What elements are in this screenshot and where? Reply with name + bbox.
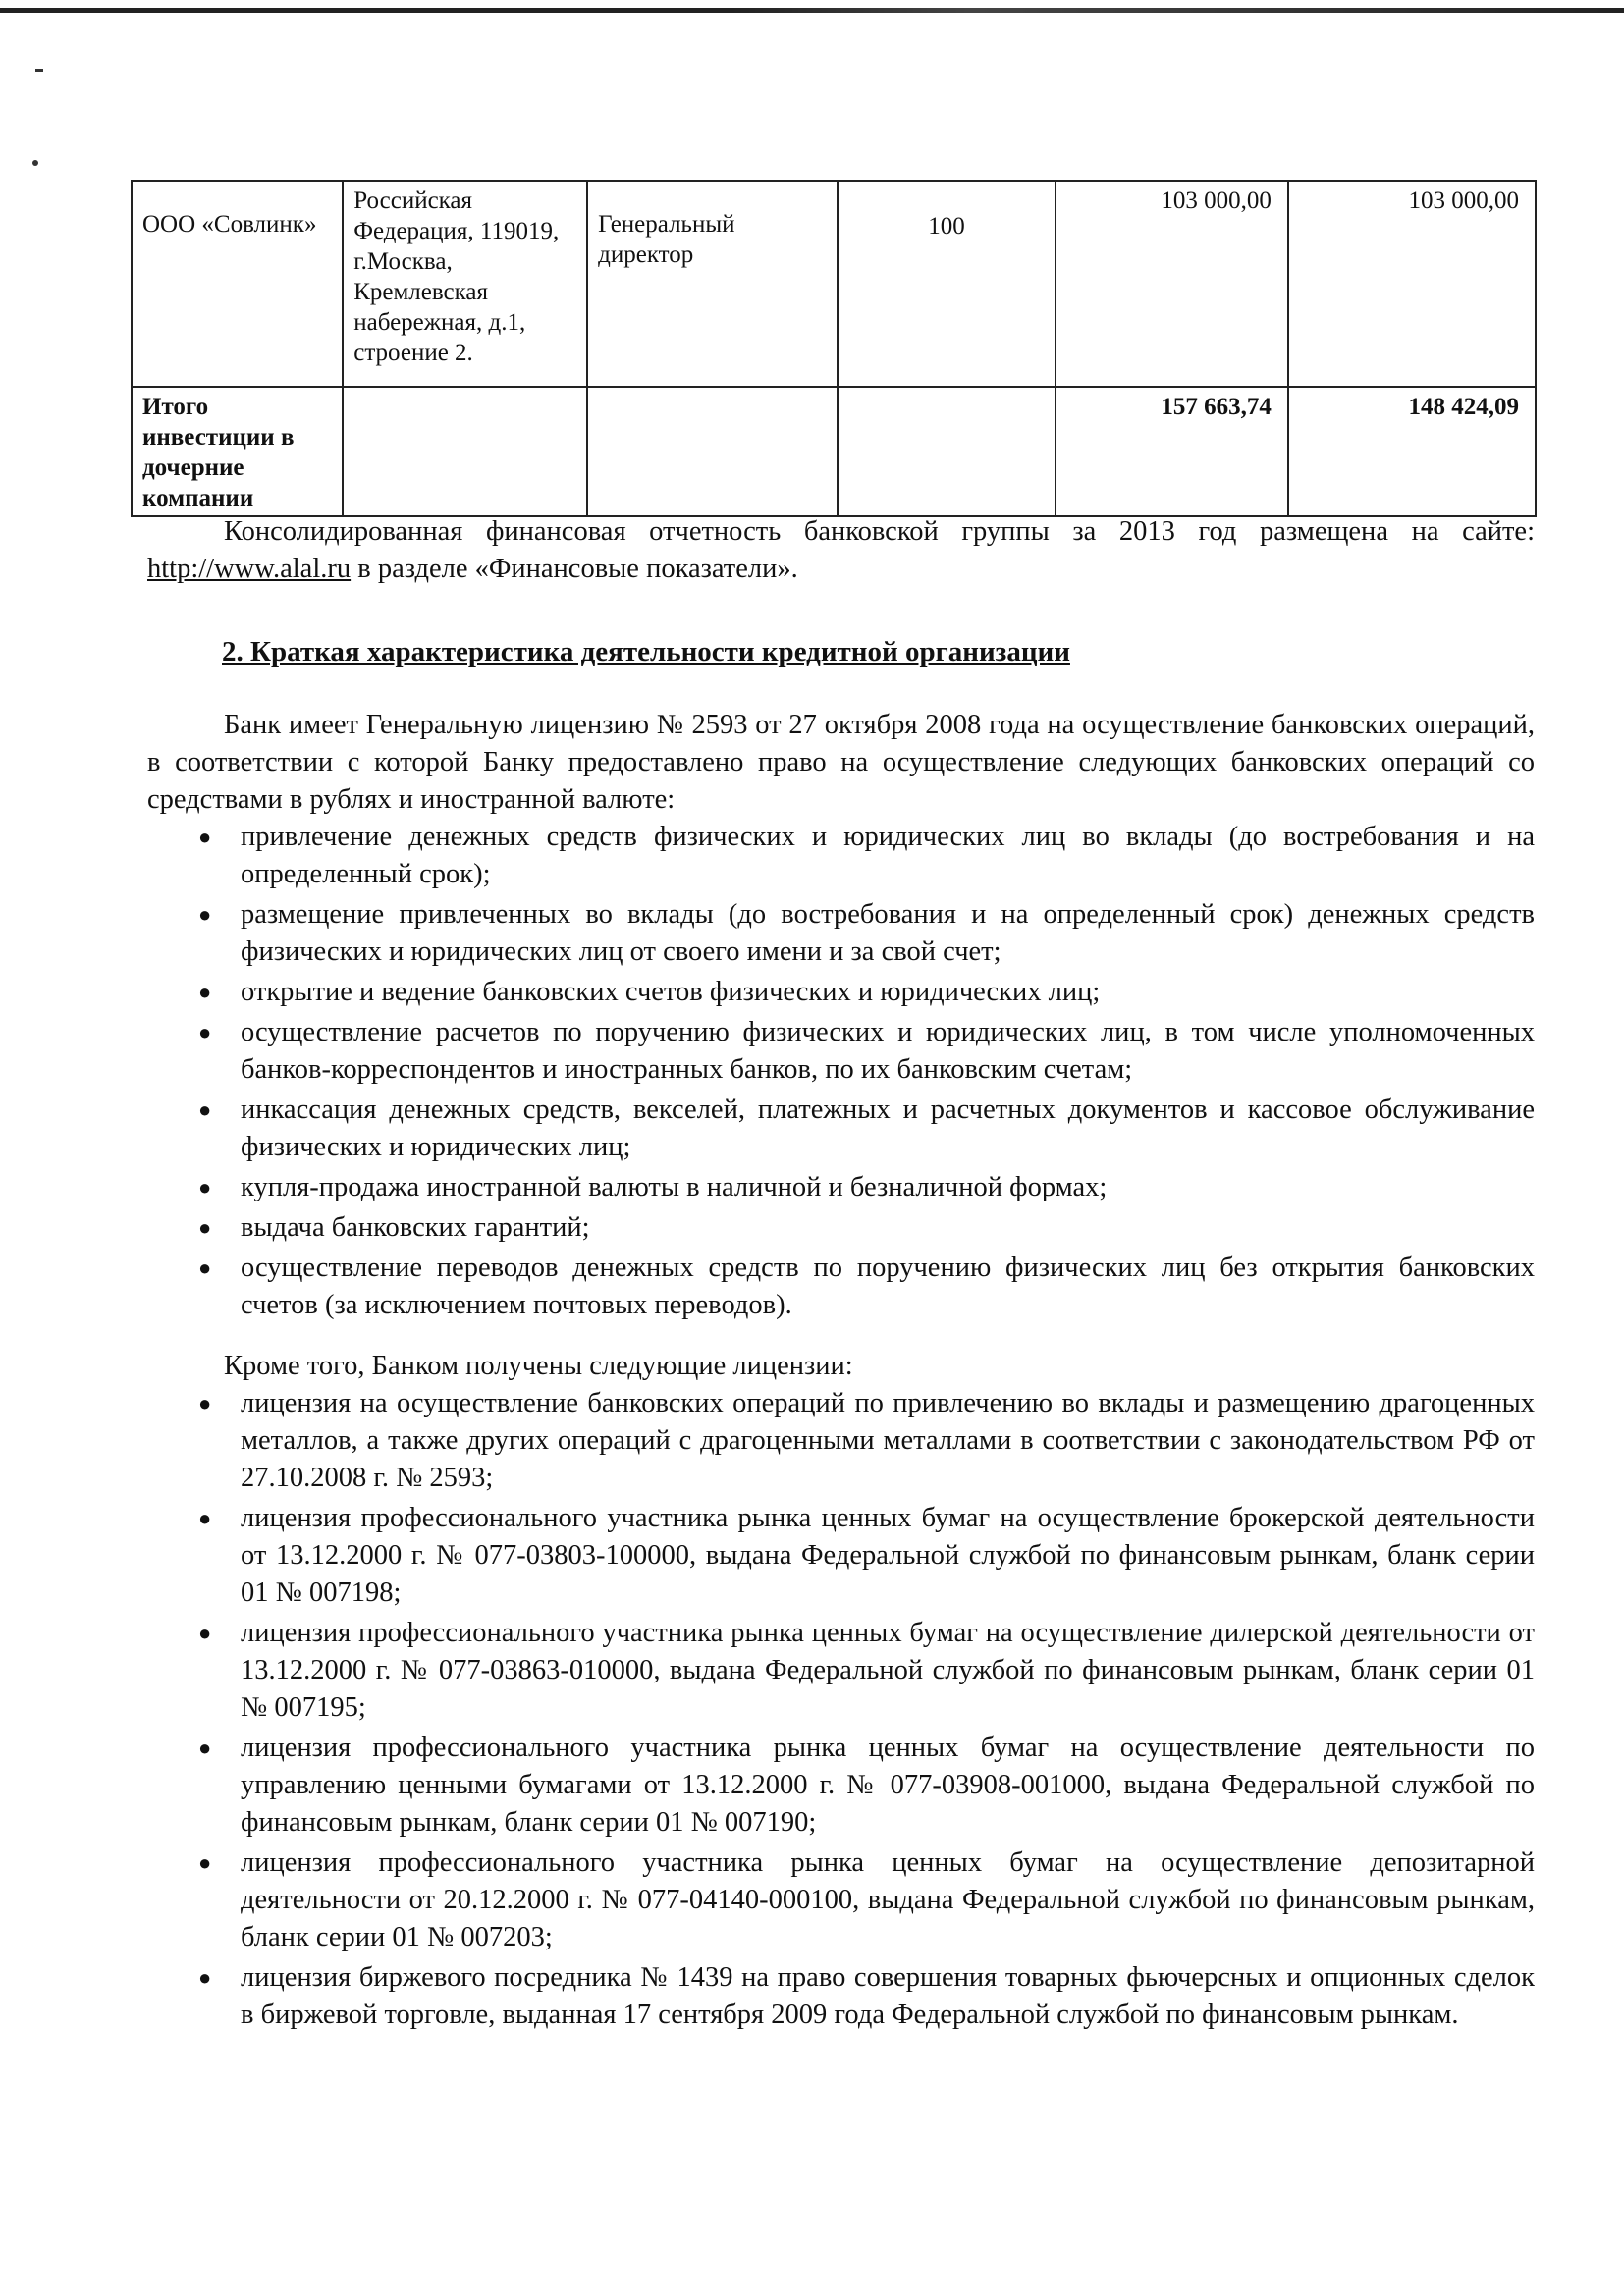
bullet-icon: ● — [198, 980, 212, 1004]
banking-operations-list — [147, 819, 1535, 1327]
list-item-text: инкассация денежных средств, векселей, платежных и расчетных документов и кассовое обслуживание физических и юридических лиц; — [241, 1095, 1535, 1162]
empty-cell — [838, 387, 1056, 516]
empty-cell — [343, 387, 587, 516]
list-item — [147, 1209, 1535, 1247]
list-item-text: привлечение денежных средств физических и юридических лиц во вклады (до востребования и на определенный срок); — [241, 822, 1535, 889]
bullet-icon: ● — [198, 825, 212, 849]
list-item-text: выдача банковских гарантий; — [241, 1212, 590, 1243]
bullet-icon: ● — [198, 1097, 212, 1122]
company-location-cell: Российская Федерация, 119019, г.Москва, Кремлевская набережная, д.1, строение 2. — [343, 181, 587, 387]
list-item-text: осуществление расчетов по поручению физических и юридических лиц, в том числе уполномоченных банков-корреспондентов и иностранных банков, по их банковским счетам; — [241, 1017, 1535, 1085]
bullet-icon: ● — [198, 902, 212, 927]
list-item-text: купля-продажа иностранной валюты в наличной и безналичной формах; — [241, 1172, 1108, 1202]
other-licenses-list — [147, 1385, 1535, 2037]
list-item — [147, 1250, 1535, 1324]
bullet-icon: ● — [198, 1735, 212, 1760]
table-total-row — [132, 387, 1536, 516]
list-item-text: лицензия биржевого посредника № 1439 на право совершения товарных фьючерсных и опционных сделок в биржевой торговле, выданная 17 сентября 2009 года Федеральной службой по финансовым рынкам. — [241, 1962, 1535, 2030]
scan-edge-line — [0, 8, 1624, 13]
list-item — [147, 974, 1535, 1011]
list-item — [147, 1385, 1535, 1497]
list-item — [147, 1844, 1535, 1956]
list-item-text: размещение привлеченных во вклады (до востребования и на определенный срок) денежных средств физических и юридических лиц от своего имени и за свой счет; — [241, 899, 1535, 967]
company-name-cell: ООО «Совлинк» — [132, 181, 343, 387]
list-item — [147, 819, 1535, 893]
consolidated-reporting-paragraph — [147, 513, 1535, 588]
bullet-icon: ● — [198, 1506, 212, 1530]
bullet-icon: ● — [198, 1215, 212, 1240]
bullet-icon: ● — [198, 1621, 212, 1645]
section-heading: 2. Краткая характеристика деятельности кредитной организации — [222, 636, 1070, 667]
list-item — [147, 1014, 1535, 1089]
consolidated-text: Консолидированная финансовая отчетность банковской группы за 2013 год размещена на сайте: — [224, 516, 1535, 547]
list-item-text: открытие и ведение банковских счетов физических и юридических лиц; — [241, 977, 1101, 1007]
scan-speck — [35, 69, 43, 72]
list-item — [147, 1959, 1535, 2034]
value-cell-1: 103 000,00 — [1056, 181, 1288, 387]
subsidiary-investments-table — [131, 180, 1537, 517]
total-value-cell-1: 157 663,74 — [1056, 387, 1288, 516]
list-item-text: лицензия на осуществление банковских операций по привлечению во вклады и размещению драгоценных металлов, а также других операций с драгоценными металлами в соответствии с законодательством РФ от 27.10.2008 г. № 2593; — [241, 1388, 1535, 1493]
manager-position-cell: Генеральный директор — [587, 181, 837, 387]
bullet-icon: ● — [198, 1255, 212, 1280]
list-item — [147, 1615, 1535, 1727]
scan-speck — [32, 160, 38, 166]
list-item — [147, 1092, 1535, 1166]
list-item-text: лицензия профессионального участника рынка ценных бумаг на осуществление деятельности по управлению ценными бумагами от 13.12.2000 г. № 077-03908-001000, выдана Федеральной службой по финансовым рынкам, бланк серии 01 № 007190; — [241, 1733, 1535, 1838]
website-link[interactable]: http://www.alal.ru — [147, 554, 352, 584]
bullet-icon: ● — [198, 1391, 212, 1415]
table-row — [132, 181, 1536, 387]
bullet-icon: ● — [198, 1965, 212, 1990]
empty-cell — [587, 387, 837, 516]
total-label-cell: Итого инвестиции в дочерние компании — [132, 387, 343, 516]
ownership-share-cell: 100 — [838, 181, 1056, 387]
value-cell-2: 103 000,00 — [1288, 181, 1536, 387]
bullet-icon: ● — [198, 1020, 212, 1044]
list-item — [147, 896, 1535, 971]
bullet-icon: ● — [198, 1850, 212, 1875]
other-licenses-intro: Кроме того, Банком получены следующие лицензии: — [224, 1351, 853, 1381]
list-item — [147, 1500, 1535, 1612]
list-item — [147, 1169, 1535, 1206]
general-license-paragraph: Банк имеет Генеральную лицензию № 2593 от 27 октября 2008 года на осуществление банковских операций, в соответствии с которой Банку предоставлено право на осуществление следующих банковских операций со средствами в рублях и иностранной валюте: — [147, 710, 1535, 815]
list-item — [147, 1730, 1535, 1842]
bullet-icon: ● — [198, 1175, 212, 1200]
list-item-text: лицензия профессионального участника рынка ценных бумаг на осуществление депозитарной деятельности от 20.12.2000 г. № 077-04140-000100, выдана Федеральной службой по финансовым рынкам, бланк серии 01 № 007203; — [241, 1847, 1535, 1952]
list-item-text: осуществление переводов денежных средств по поручению физических лиц без открытия банковских счетов (за исключением почтовых переводов). — [241, 1253, 1535, 1320]
list-item-text: лицензия профессионального участника рынка ценных бумаг на осуществление дилерской деятельности от 13.12.2000 г. № 077-03863-010000, выдана Федеральной службой по финансовым рынкам, бланк серии 01 № 007195; — [241, 1618, 1535, 1723]
list-item-text: лицензия профессионального участника рынка ценных бумаг на осуществление брокерской деятельности от 13.12.2000 г. № 077-03803-100000, выдана Федеральной службой по финансовым рынкам, бланк серии 01 № 007198; — [241, 1503, 1535, 1608]
total-value-cell-2: 148 424,09 — [1288, 387, 1536, 516]
consolidated-text-end: в разделе «Финансовые показатели». — [351, 554, 798, 584]
